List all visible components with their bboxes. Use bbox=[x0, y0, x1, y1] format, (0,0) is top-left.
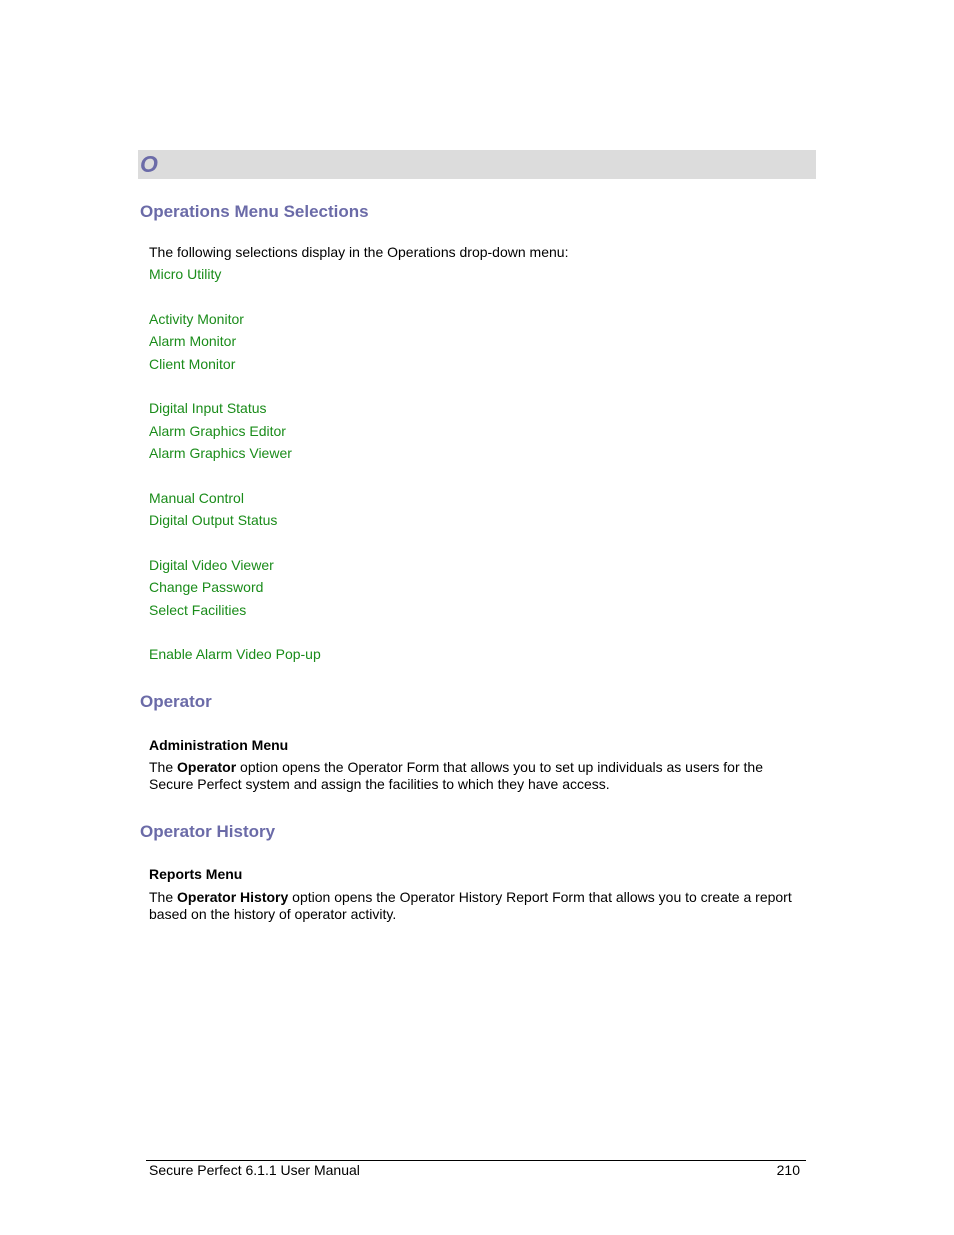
operator-heading: Operator bbox=[140, 692, 212, 711]
link-alarm-graphics-viewer[interactable]: Alarm Graphics Viewer bbox=[149, 445, 292, 461]
section-letter: O bbox=[140, 151, 158, 177]
link-micro-utility[interactable]: Micro Utility bbox=[149, 266, 222, 282]
operations-intro: The following selections display in the Operations drop-down menu: bbox=[149, 244, 569, 260]
footer-title: Secure Perfect 6.1.1 User Manual bbox=[149, 1162, 360, 1178]
link-manual-control[interactable]: Manual Control bbox=[149, 490, 244, 506]
operator-history-desc-pre: The bbox=[149, 889, 178, 905]
operator-history-heading: Operator History bbox=[140, 822, 276, 841]
operations-menu-heading: Operations Menu Selections bbox=[140, 202, 369, 221]
operator-description bbox=[149, 759, 809, 793]
operator-history-description bbox=[149, 889, 809, 923]
link-digital-input-status[interactable]: Digital Input Status bbox=[149, 400, 267, 416]
link-digital-video-viewer[interactable]: Digital Video Viewer bbox=[149, 557, 274, 573]
link-enable-alarm-video-popup[interactable]: Enable Alarm Video Pop-up bbox=[149, 646, 321, 662]
operator-history-desc-bold: Operator History bbox=[177, 889, 289, 905]
operator-desc-pre: The bbox=[149, 759, 178, 775]
link-digital-output-status[interactable]: Digital Output Status bbox=[149, 512, 278, 528]
section-letter-band bbox=[138, 150, 816, 179]
operator-desc-post: option opens the Operator Form that allows you to set up individuals as users for the Secure Perfect system and assign the facilities to which they have access. bbox=[149, 759, 763, 792]
link-client-monitor[interactable]: Client Monitor bbox=[149, 356, 236, 372]
link-change-password[interactable]: Change Password bbox=[149, 579, 264, 595]
link-alarm-monitor[interactable]: Alarm Monitor bbox=[149, 333, 237, 349]
link-alarm-graphics-editor[interactable]: Alarm Graphics Editor bbox=[149, 423, 286, 439]
link-activity-monitor[interactable]: Activity Monitor bbox=[149, 311, 244, 327]
page-number: 210 bbox=[776, 1162, 800, 1178]
link-select-facilities[interactable]: Select Facilities bbox=[149, 602, 247, 618]
operator-subheading: Administration Menu bbox=[149, 737, 289, 753]
operator-history-subheading: Reports Menu bbox=[149, 866, 243, 882]
operator-history-desc-post: option opens the Operator History Report Form that allows you to create a report based on the history of operator activity. bbox=[149, 889, 792, 922]
footer-rule bbox=[146, 1160, 806, 1161]
operator-desc-bold: Operator bbox=[177, 759, 237, 775]
